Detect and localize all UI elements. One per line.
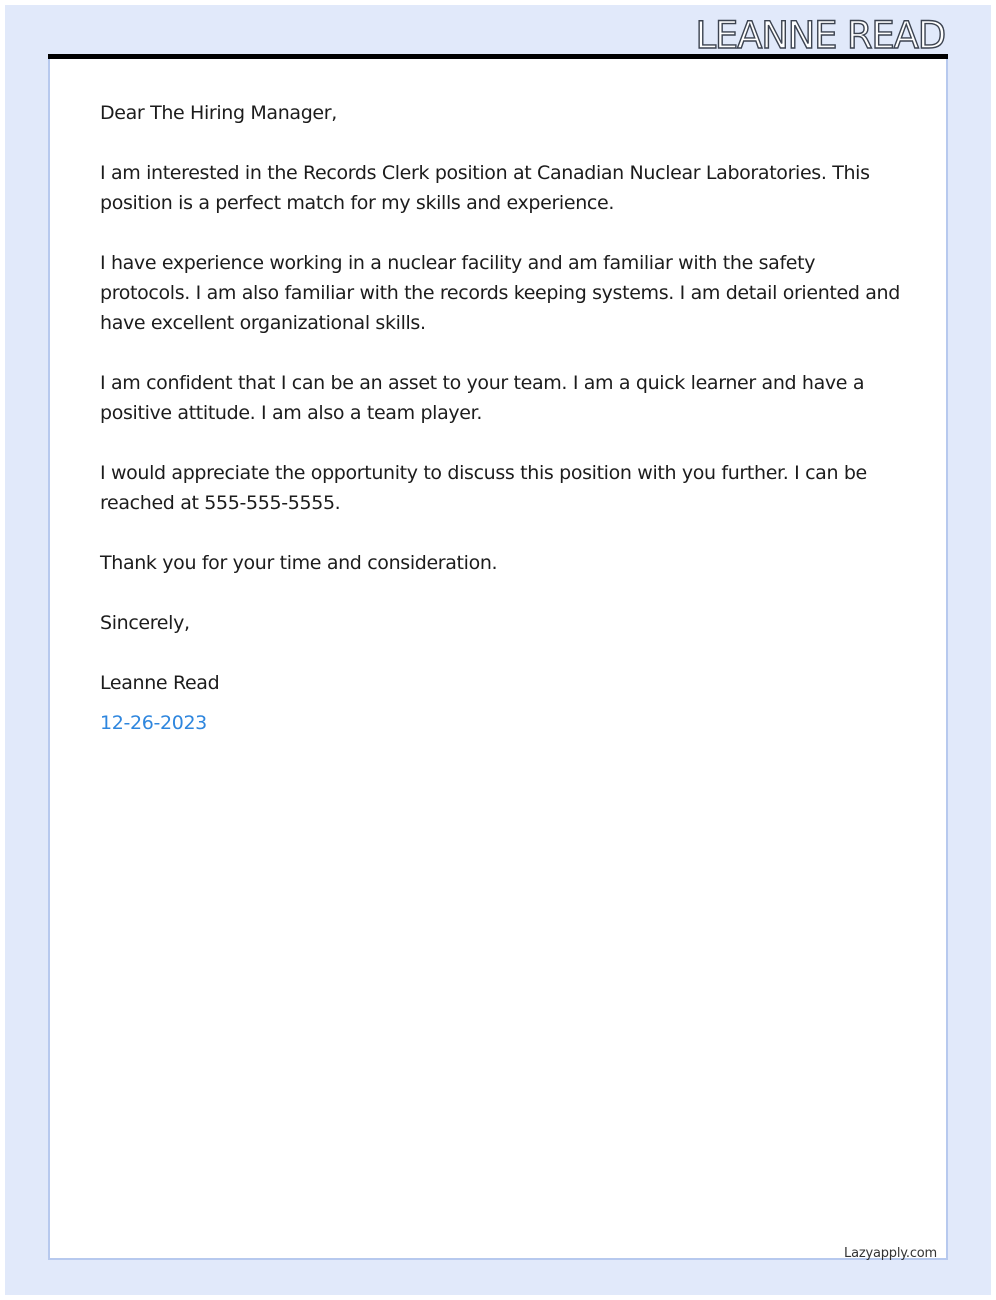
- paragraph-3: I am confident that I can be an asset to your team. I am a quick learner and have a positive attitude. I am also a team player.: [100, 372, 865, 424]
- letter-body: [100, 98, 900, 738]
- paragraph-4: I would appreciate the opportunity to discuss this position with you further. I can be reached at 555-555-5555.: [100, 462, 867, 514]
- header-name: LEANNE READ: [695, 14, 945, 57]
- closing: Sincerely,: [100, 612, 190, 634]
- letter-date: 12-26-2023: [100, 712, 207, 734]
- paragraph-5: Thank you for your time and consideration.: [100, 552, 498, 574]
- paragraph-1: I am interested in the Records Clerk position at Canadian Nuclear Laboratories. This position is a perfect match for my skills and experience.: [100, 162, 870, 214]
- paragraph-2: I have experience working in a nuclear facility and am familiar with the safety protocols. I am also familiar with the records keeping systems. I am detail oriented and have excellent organizational skills.: [100, 252, 900, 334]
- salutation: Dear The Hiring Manager,: [100, 102, 337, 124]
- footer-brand: Lazyapply.com: [844, 1246, 937, 1261]
- signature: Leanne Read: [100, 672, 220, 694]
